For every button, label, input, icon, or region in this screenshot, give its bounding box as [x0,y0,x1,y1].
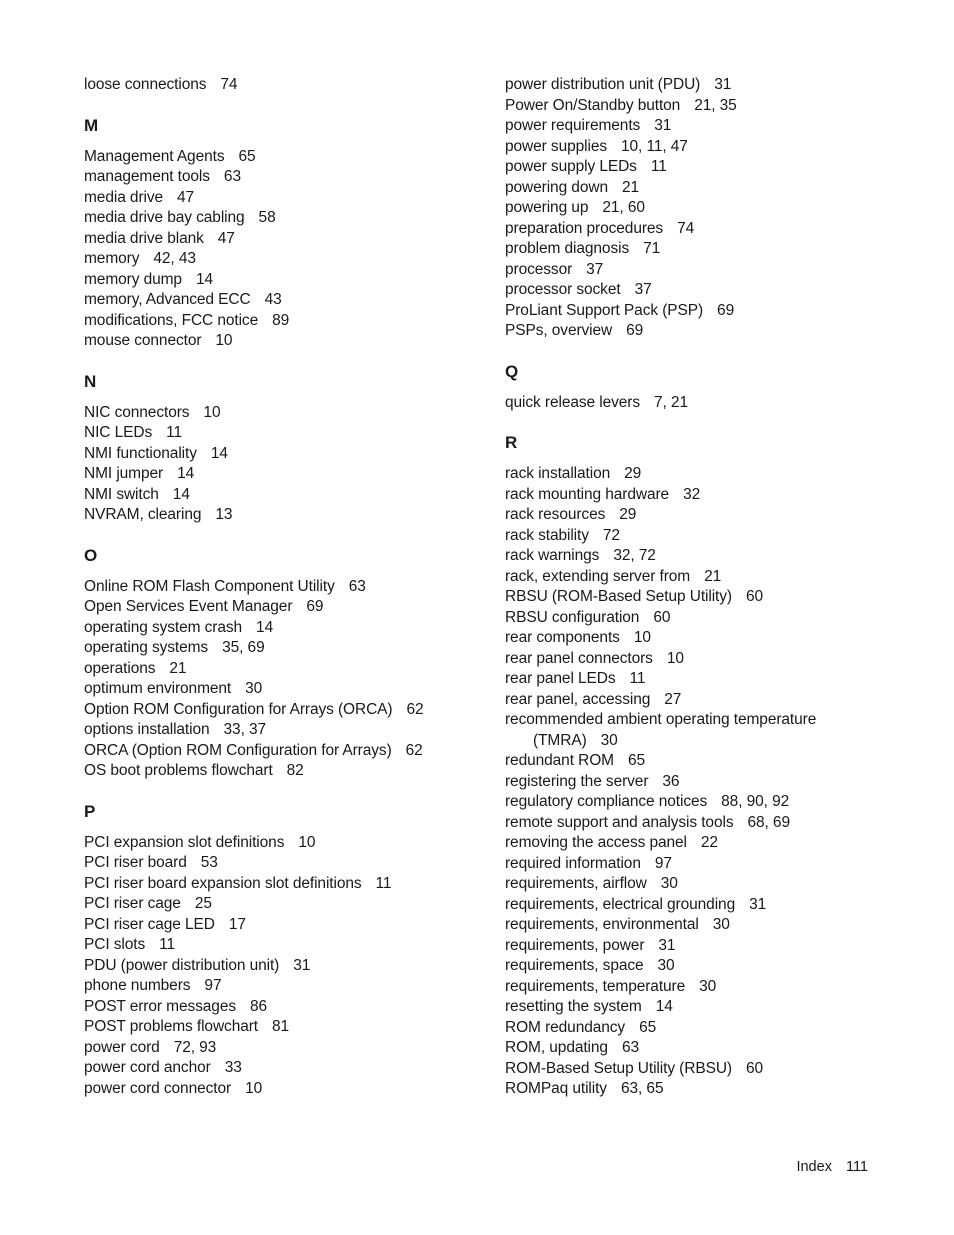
entry-pages: 11 [650,158,667,175]
entry-term: rack warnings [505,547,600,564]
entry-pages: 27 [664,690,682,708]
section-letter: M [84,115,99,135]
index-entry [505,178,845,199]
entry-term: power cord connector [84,1079,232,1097]
entry-term: requirements, environmental [505,916,699,933]
entry-pages: 14 [195,270,214,288]
entry-term: modifications, FCC notice [84,311,259,329]
entry-term: rear panel LEDs [505,670,616,687]
entry-term: media drive blank [84,229,204,247]
index-column-left [84,75,504,1099]
index-entry [84,720,504,741]
index-entry [505,526,845,547]
index-entry [84,741,504,762]
index-entry [505,1059,845,1080]
entry-term: phone numbers [84,977,191,994]
entry-term: Open Services Event Manager [84,598,293,615]
entry-term: requirements, airflow [505,875,647,892]
entry-term: power distribution unit (PDU) [505,76,701,93]
entry-term: PCI riser board expansion slot definitions [84,874,362,892]
index-entry [84,935,504,956]
entry-pages: 31 [658,936,676,954]
index-entry [84,485,504,506]
entry-pages: 32 [683,485,701,503]
index-entry [505,710,845,751]
entry-pages: 11 [159,936,176,953]
entry-pages: 69 [626,322,644,339]
index-entry [505,116,845,137]
entry-pages: 60 [745,1059,764,1077]
index-entry [505,301,845,322]
index-entry [84,311,504,332]
index-entry [505,393,845,414]
entry-term: preparation procedures [505,219,664,237]
entry-term: problem diagnosis [505,240,630,257]
entry-pages: 72 [602,526,620,544]
entry-pages: 47 [177,188,195,206]
index-entry [84,1017,504,1038]
index-entry [505,690,845,711]
entry-term: RBSU configuration [505,608,640,626]
index-entry [505,137,845,158]
entry-term: NMI switch [84,485,159,503]
entry-term: ROM redundancy [505,1018,626,1036]
index-entry [84,249,504,270]
entry-term: Online ROM Flash Component Utility [84,577,335,595]
entry-pages: 37 [634,281,652,298]
entry-pages: 62 [405,741,423,759]
entry-term: processor socket [505,281,621,298]
index-entry [84,577,504,598]
entry-pages: 33 [224,1059,242,1076]
index-entry [84,894,504,915]
index-section [84,116,504,352]
index-entry [505,956,845,977]
entry-pages: 14 [172,485,190,503]
entry-term: powering up [505,199,589,216]
entry-term: power supply LEDs [505,158,637,175]
entry-term: power cord [84,1038,160,1056]
index-entry [84,618,504,639]
entry-pages: 10, 11, 47 [621,137,688,155]
entry-pages: 71 [643,240,661,257]
entry-pages: 14 [210,444,228,462]
entry-term: redundant ROM [505,752,614,769]
section-letter: Q [505,361,519,381]
entry-pages: 29 [624,465,642,482]
index-entry [84,208,504,229]
entry-term: powering down [505,178,608,196]
entry-pages: 81 [272,1018,290,1035]
index-section [84,372,504,526]
index-section [84,546,504,782]
index-entry [505,1018,845,1039]
index-entry [505,505,845,526]
entry-term: PCI expansion slot definitions [84,833,285,851]
entry-term: registering the server [505,772,649,790]
entry-term: rear panel connectors [505,649,653,667]
index-entry [505,485,845,506]
index-entry [505,239,845,260]
entry-pages: 21, 60 [602,199,645,216]
entry-pages: 63, 65 [620,1080,664,1097]
index-entry [505,546,845,567]
index-entry [505,608,845,629]
index-entry [84,853,504,874]
entry-term: rack, extending server from [505,567,691,585]
entry-term: recommended ambient operating temperature [505,711,817,728]
entry-term: requirements, space [505,957,644,974]
index-entry [84,423,504,444]
entry-pages: 35, 69 [222,639,265,656]
entry-pages: 10 [245,1079,263,1097]
index-column-right [505,75,845,1100]
entry-term-continuation [505,731,845,752]
entry-term: ROM-Based Setup Utility (RBSU) [505,1059,732,1077]
entry-term: operating systems [84,639,209,656]
index-entry [84,956,504,977]
entry-term: rack mounting hardware [505,485,670,503]
index-entry [505,854,845,875]
entry-pages: 53 [200,854,218,871]
index-entry [505,157,845,178]
entry-pages: 43 [264,291,282,308]
index-entry [84,833,504,854]
entry-pages: 30 [660,875,678,892]
index-entry [84,700,504,721]
entry-pages: 69 [306,598,324,615]
entry-pages: 11 [166,424,182,441]
entry-pages: 86 [250,997,268,1015]
entry-term: power supplies [505,137,607,155]
index-entry [84,1058,504,1079]
entry-pages: 29 [619,506,637,523]
entry-pages: 63 [621,1039,639,1056]
entry-pages: 31 [749,895,767,913]
entry-pages: 21 [169,659,187,677]
index-entry [84,638,504,659]
index-entry [84,75,504,96]
entry-pages: 58 [258,209,276,226]
entry-term: ROM, updating [505,1039,608,1056]
entry-term: memory [84,250,140,267]
entry-pages: 60 [653,608,671,626]
entry-term: processor [505,260,573,278]
entry-pages: 31 [714,76,732,93]
index-entry [505,772,845,793]
entry-term: NMI functionality [84,444,197,462]
entry-term: rear panel, accessing [505,690,651,708]
index-entry [84,290,504,311]
entry-term: media drive bay cabling [84,209,245,226]
entry-term: PDU (power distribution unit) [84,956,280,974]
index-entry [84,761,504,782]
index-entry [505,260,845,281]
index-entry [505,587,845,608]
entry-term: resetting the system [505,998,642,1015]
entry-pages: 47 [217,229,235,247]
section-letter: N [84,371,97,391]
entry-term: Option ROM Configuration for Arrays (ORCA) [84,700,393,718]
entry-term: loose connections [84,76,207,93]
index-entry [84,167,504,188]
index-entry [84,505,504,526]
index-entry [505,567,845,588]
index-entry [84,1038,504,1059]
entry-term: NIC LEDs [84,424,153,441]
index-entry [505,833,845,854]
entry-term: PCI slots [84,936,146,953]
entry-pages: 68, 69 [747,813,790,831]
entry-pages: 7, 21 [653,393,688,411]
entry-term: mouse connector [84,332,202,349]
index-entry [84,997,504,1018]
entry-term: memory, Advanced ECC [84,291,251,308]
entry-term: regulatory compliance notices [505,793,708,810]
entry-term: ROMPaq utility [505,1080,607,1097]
entry-term: remote support and analysis tools [505,813,734,831]
entry-pages: 22 [700,834,718,851]
entry-pages: 31 [293,956,311,974]
index-entry [84,659,504,680]
entry-term: operations [84,659,156,677]
entry-term: memory dump [84,270,182,288]
entry-pages: 14 [655,998,673,1015]
entry-pages: 36 [662,772,680,790]
section-letter: O [84,545,98,565]
entry-pages: 31 [654,117,672,134]
entry-term: requirements, temperature [505,977,686,995]
entry-pages: 82 [286,762,304,779]
index-entry [505,1079,845,1100]
entry-continuation-text: (TMRA) [533,731,587,749]
index-entry [505,1038,845,1059]
index-entry [505,936,845,957]
index-entry [505,977,845,998]
entry-pages: 32, 72 [613,547,656,564]
entry-term: NMI jumper [84,465,164,482]
entry-pages: 65 [238,147,256,165]
index-entry [505,997,845,1018]
entry-pages: 37 [586,260,604,278]
index-entry [84,147,504,168]
index-entry [84,679,504,700]
entry-pages: 11 [629,670,646,687]
entry-pages: 10 [666,649,684,667]
entry-pages: 42, 43 [153,250,196,267]
index-entry [84,444,504,465]
entry-term: PCI riser board [84,854,187,871]
entry-term: optimum environment [84,680,232,697]
index-entry [505,198,845,219]
section-letter: R [505,433,518,452]
entry-pages: 30 [699,977,717,995]
entry-pages: 30 [712,916,730,933]
index-entry [84,976,504,997]
entry-pages: 74 [677,219,695,237]
entry-term: requirements, power [505,936,645,954]
entry-term: options installation [84,721,210,738]
entry-pages: 62 [406,700,424,718]
index-entry [84,403,504,424]
entry-pages: 97 [654,854,672,872]
entry-pages: 72, 93 [173,1038,217,1056]
entry-term: Management Agents [84,147,225,165]
entry-pages: 10 [633,629,651,646]
entry-pages: 69 [717,301,735,319]
index-section [84,802,504,1100]
index-entry [84,1079,504,1100]
index-entry [84,270,504,291]
entry-term: required information [505,854,641,872]
index-entry [84,331,504,352]
entry-pages: 10 [215,332,233,349]
entry-term: NIC connectors [84,403,190,421]
entry-pages: 10 [203,403,221,421]
entry-pages: 21 [621,178,640,196]
index-entry [505,874,845,895]
index-section [505,362,845,414]
footer-label: Index [796,1159,832,1175]
entry-term: removing the access panel [505,834,687,851]
index-entry [505,75,845,96]
entry-term: operating system crash [84,618,243,636]
entry-pages: 11 [375,874,392,892]
entry-term: POST error messages [84,997,237,1015]
entry-term: PCI riser cage [84,895,181,912]
entry-term: NVRAM, clearing [84,506,202,523]
entry-pages: 63 [348,577,366,595]
entry-term: Power On/Standby button [505,96,681,114]
index-entry [84,874,504,895]
entry-pages: 13 [215,506,233,523]
index-entry [505,96,845,117]
index-entry [84,188,504,209]
entry-term: power requirements [505,117,641,134]
entry-term: rack resources [505,506,606,523]
index-entry [505,649,845,670]
entry-term: power cord anchor [84,1059,211,1076]
entry-term: rear components [505,629,620,646]
page-footer [796,1157,868,1177]
entry-term: rack stability [505,526,589,544]
entry-pages: 30 [600,731,618,749]
entry-term: media drive [84,188,164,206]
entry-pages: 25 [194,895,212,912]
entry-term: OS boot problems flowchart [84,762,273,779]
entry-pages: 60 [745,588,764,605]
entry-pages: 30 [657,957,675,974]
entry-term: ORCA (Option ROM Configuration for Arrays) [84,741,392,759]
entry-pages: 30 [245,680,263,697]
entry-term: PCI riser cage LED [84,915,215,933]
index-entry [505,628,845,649]
index-section [84,75,504,96]
entry-term: quick release levers [505,393,640,411]
entry-pages: 21 [704,567,722,585]
index-entry [505,669,845,690]
entry-pages: 88, 90, 92 [721,793,790,810]
page-number: 111 [845,1159,868,1175]
index-section [505,433,845,1100]
index-entry [505,792,845,813]
index-entry [505,813,845,834]
entry-term: PSPs, overview [505,322,613,339]
entry-term: ProLiant Support Pack (PSP) [505,301,704,319]
entry-term: POST problems flowchart [84,1018,259,1035]
entry-pages: 63 [223,168,241,185]
index-entry [505,895,845,916]
index-entry [505,321,845,342]
entry-pages: 14 [256,618,274,636]
index-entry [505,915,845,936]
entry-pages: 21, 35 [694,96,737,114]
entry-term: RBSU (ROM-Based Setup Utility) [505,588,732,605]
index-entry [505,751,845,772]
entry-pages: 74 [220,76,238,93]
index-entry [505,464,845,485]
entry-term: management tools [84,168,210,185]
index-entry [505,219,845,240]
index-entry [84,464,504,485]
entry-term: rack installation [505,465,611,482]
index-section [505,75,845,342]
entry-pages: 14 [177,465,195,482]
entry-pages: 97 [204,977,222,994]
section-letter: P [84,801,96,821]
entry-pages: 33, 37 [223,721,267,738]
index-entry [84,915,504,936]
index-entry [84,597,504,618]
entry-pages: 89 [272,311,290,329]
index-entry [505,280,845,301]
entry-pages: 10 [298,833,316,851]
entry-pages: 65 [627,752,646,769]
entry-term: requirements, electrical grounding [505,895,736,913]
entry-pages: 65 [639,1018,657,1036]
entry-pages: 17 [228,915,246,933]
index-entry [84,229,504,250]
